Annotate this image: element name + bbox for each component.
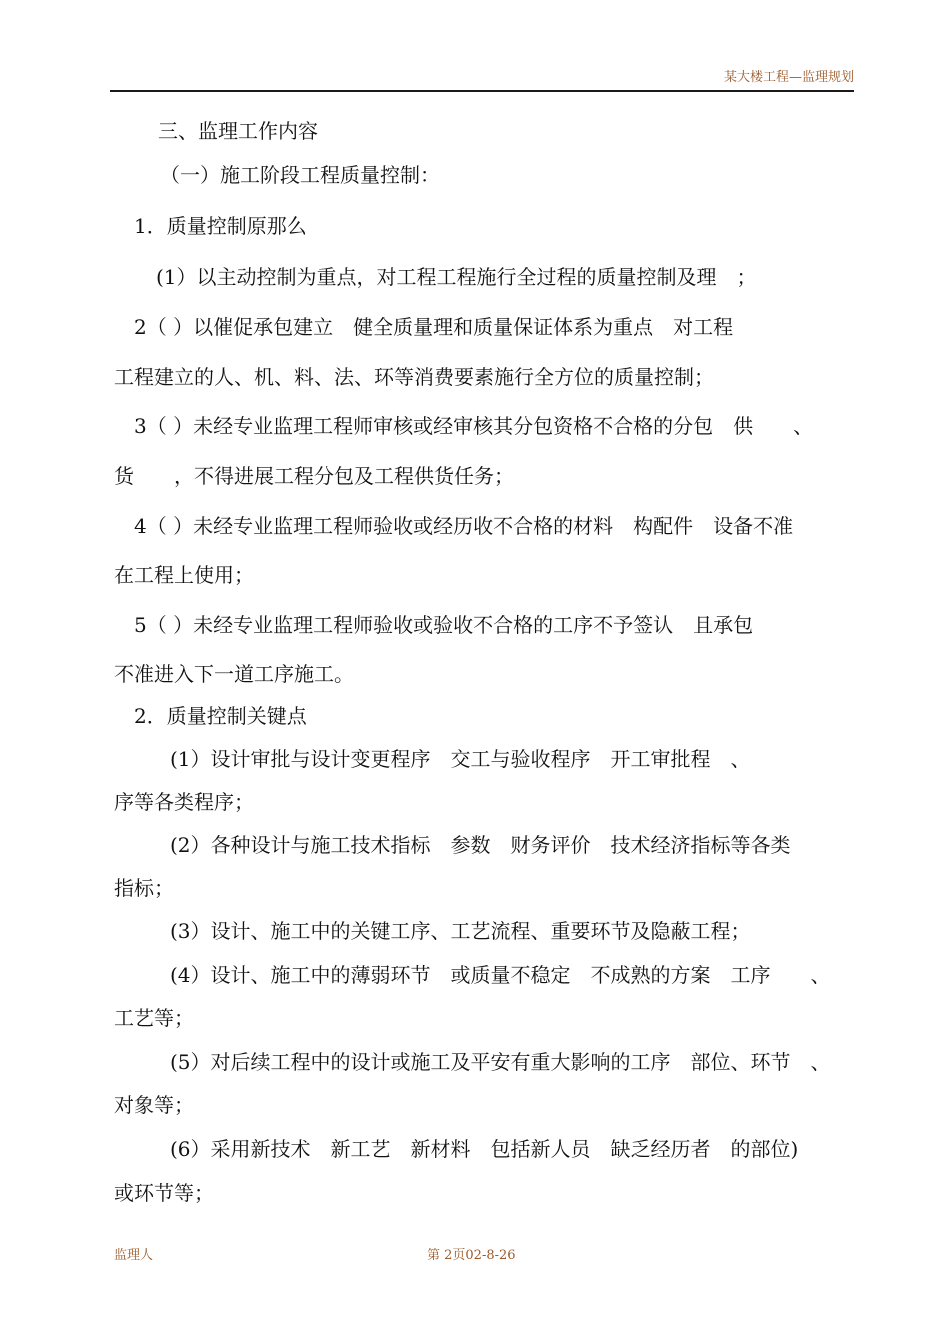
paragraph-line: 在工程上使用； — [114, 563, 254, 587]
paragraph-line: 序等各类程序； — [114, 790, 254, 814]
paragraph-line: 2（ ）以催促承包建立 健全质量理和质量保证体系为重点 对工程 — [134, 315, 734, 339]
paragraph-line: (1）以主动控制为重点，对工程工程施行全过程的质量控制及理 ； — [156, 265, 757, 289]
paragraph-line: 5（ ）未经专业监理工程师验收或验收不合格的工序不予签认 且承包 — [134, 613, 754, 637]
item-heading: 2．质量控制关键点 — [134, 704, 307, 728]
item-heading: 1．质量控制原那么 — [134, 214, 307, 238]
paragraph-line: 工艺等； — [114, 1006, 194, 1030]
paragraph-line: 或环节等； — [114, 1181, 214, 1205]
header-rule — [110, 90, 854, 92]
paragraph-line: 工程建立的人、机、料、法、环等消费要素施行全方位的质量控制； — [114, 365, 714, 389]
paragraph-line: 指标； — [114, 876, 174, 900]
paragraph-line: (6）采用新技术 新工艺 新材料 包括新人员 缺乏经历者 的部位) — [170, 1137, 799, 1161]
paragraph-line: 货 ，不得进展工程分包及工程供货任务； — [114, 464, 514, 488]
subsection-heading: （一）施工阶段工程质量控制： — [160, 163, 440, 187]
paragraph-line: (2）各种设计与施工技术指标 参数 财务评价 技术经济指标等各类 — [170, 833, 791, 857]
paragraph-line: 不准进入下一道工序施工。 — [114, 662, 354, 686]
paragraph-line: (3）设计、施工中的关键工序、工艺流程、重要环节及隐蔽工程； — [170, 919, 751, 943]
paragraph-line: 对象等； — [114, 1093, 194, 1117]
paragraph-line: (5）对后续工程中的设计或施工及平安有重大影响的工序 部位、环节 、 — [170, 1050, 831, 1074]
footer-supervisor: 监理人 — [114, 1248, 154, 1263]
paragraph-line: 3（ ）未经专业监理工程师审核或经审核其分包资格不合格的分包 供 、 — [134, 414, 814, 438]
paragraph-line: 4（ ）未经专业监理工程师验收或经历收不合格的材料 构配件 设备不准 — [134, 514, 794, 538]
header-title: 某大楼工程—监理规划 — [723, 70, 854, 85]
paragraph-line: (1）设计审批与设计变更程序 交工与验收程序 开工审批程 、 — [170, 747, 751, 771]
section-heading: 三、监理工作内容 — [158, 119, 318, 143]
footer-page-number: 第 2页02-8-26 — [427, 1248, 516, 1263]
paragraph-line: (4）设计、施工中的薄弱环节 或质量不稳定 不成熟的方案 工序 、 — [170, 963, 831, 987]
